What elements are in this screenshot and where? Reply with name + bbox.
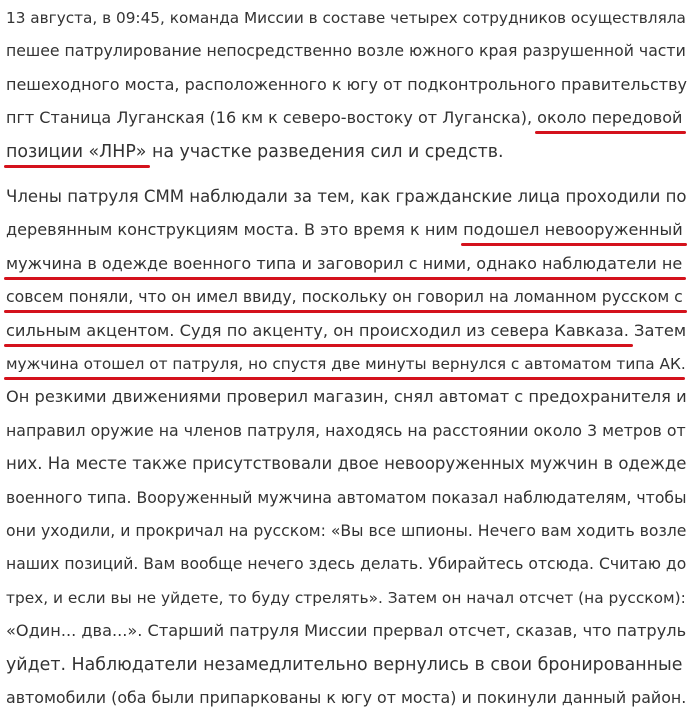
text-line <box>6 550 686 578</box>
text-segment: на участке разведения сил и средств. <box>146 141 504 162</box>
text-segment: военного типа. Вооруженный мужчина автоматом показал наблюдателям, чтобы <box>6 487 687 507</box>
text-line <box>6 138 504 166</box>
text-line <box>6 4 686 32</box>
underlined-text: совсем поняли, что он имел ввиду, поскольку он говорил на ломанном русском с <box>6 283 683 311</box>
text-line <box>6 317 686 345</box>
text-line <box>6 651 682 679</box>
underlined-text: мужчина в одежде военного типа и заговорил с ними, однако наблюдатели не <box>6 250 682 278</box>
text-segment: пешеходного моста, расположенного к югу от подконтрольного правительству <box>6 74 688 94</box>
text-line <box>6 350 686 378</box>
text-segment: пешее патрулирование непосредственно возле южного края разрушенной части <box>6 41 686 61</box>
text-line <box>6 417 686 445</box>
text-line <box>6 617 686 645</box>
text-segment: Он резкими движениями проверил магазин, снял автомат с предохранителя и <box>6 387 687 407</box>
underlined-text: позиции «ЛНР» <box>6 138 146 166</box>
underlined-text: мужчина отошел от патруля, но спустя две минуты вернулся с автоматом типа АК <box>6 350 681 378</box>
text-segment: «Один... два...». Старший патруля Миссии прервал отсчет, сказав, что патруль <box>6 621 687 641</box>
text-segment: Члены патруля СММ наблюдали за тем, как гражданские лица проходили по <box>6 187 687 206</box>
text-segment: трех, и если вы не уйдете, то буду стрелять». Затем он начал отсчет (на русском): <box>6 588 686 607</box>
text-line <box>6 37 686 65</box>
text-line <box>6 283 683 311</box>
text-segment: 13 августа, в 09:45, команда Миссии в составе четырех сотрудников осуществляла <box>6 9 686 27</box>
text-segment: уйдет. Наблюдатели незамедлительно вернулись в свои бронированные <box>6 654 683 675</box>
text-line <box>6 183 687 211</box>
underlined-text: сильным акцентом. Судя по акценту, он происходил из севера Кавказа. <box>6 317 629 345</box>
text-segment: наших позиций. Вам вообще нечего здесь делать. Убирайтесь отсюда. Считаю до <box>6 555 687 574</box>
text-segment: направил оружие на членов патруля, находясь на расстоянии около 3 метров от <box>6 420 686 440</box>
text-line <box>6 484 686 512</box>
text-segment: пгт Станица Луганская (16 км к северо-востоку от Луганска), <box>6 108 538 128</box>
text-segment: деревянным конструкциям моста. В это время к ним <box>6 220 464 240</box>
text-line <box>6 517 686 545</box>
text-line <box>6 684 686 712</box>
text-line <box>6 250 682 278</box>
text-line <box>6 216 683 244</box>
text-segment: они уходили, и прокричал на русском: «Вы все шпионы. Нечего вам ходить возле <box>6 521 687 540</box>
text-segment: . <box>680 355 686 373</box>
text-line <box>6 71 687 99</box>
text-line <box>6 383 687 411</box>
underlined-text: около передовой <box>537 104 682 132</box>
text-line <box>6 450 686 478</box>
text-segment: них. На месте также присутствовали двое невооруженных мужчин в одежде <box>6 454 687 474</box>
text-segment: Затем <box>628 320 687 340</box>
underlined-text: подошел невооруженный <box>463 216 683 244</box>
text-line <box>6 584 686 612</box>
text-segment: автомобили (оба были припаркованы к югу от моста) и покинули данный район. <box>6 688 687 707</box>
text-line <box>6 104 682 132</box>
